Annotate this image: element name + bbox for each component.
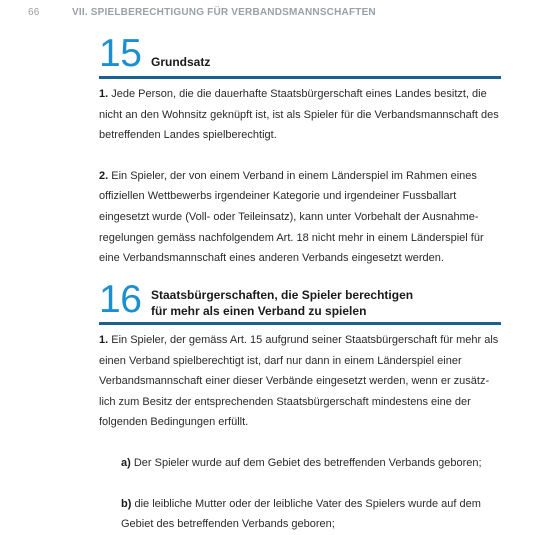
article-16 bbox=[99, 280, 501, 535]
list-item-label: a) bbox=[121, 456, 131, 469]
article-body bbox=[99, 320, 501, 535]
paragraph-label: 2. bbox=[99, 169, 109, 182]
article-number: 16 bbox=[99, 278, 142, 321]
paragraph-text: Ein Spieler, der von einem Verband in einem Länderspiel im Rahmen eines offiziellen Wettbewerbs irgendeiner Kategorie und irgendeiner Fussballart eingesetzt wurde (Voll- oder Teileinsatz), kann unter Vorbehalt der Ausnahmeregelungen gemäss nachfolgendem Art. 18 nicht mehr in einem Länderspiel für eine Verbandsmannschaft eines anderen Verbands eingesetzt werden. bbox=[99, 169, 484, 265]
paragraph-label: 1. bbox=[99, 334, 109, 346]
article-15 bbox=[99, 34, 501, 269]
article-heading bbox=[99, 280, 501, 320]
heading-rule bbox=[99, 322, 501, 325]
article-title-line-1: Staatsbürgerschaften, die Spieler berechtigen bbox=[151, 288, 414, 302]
article-title: Grundsatz bbox=[151, 55, 211, 69]
list-item-label: b) bbox=[121, 497, 132, 510]
article-title-line-2: für mehr als einen Verband zu spielen bbox=[151, 304, 367, 318]
list-item bbox=[121, 453, 501, 474]
chapter-title: VII. SPIELBERECHTIGUNG FÜR VERBANDSMANNSCHAFTEN bbox=[72, 7, 376, 18]
page-number: 66 bbox=[28, 7, 40, 18]
article-body bbox=[99, 74, 501, 269]
list-item-text: Der Spieler wurde auf dem Gebiet des betreffenden Verbands geboren; bbox=[133, 456, 482, 469]
article-heading bbox=[99, 34, 501, 74]
paragraph-label: 1. bbox=[99, 88, 109, 100]
paragraph-text: Jede Person, die die dauerhafte Staatsbürgerschaft eines Landes besitzt, die nicht an den Wohnsitz geknüpft ist, ist als Spieler für die Verbandsmannschaft des betreffenden Landes spielberechtigt. bbox=[99, 88, 499, 142]
paragraph bbox=[99, 84, 501, 146]
running-header bbox=[28, 7, 376, 18]
list-item-text: die leibliche Mutter oder der leibliche Vater des Spielers wurde auf dem Gebiet des betreffenden Verbands geboren; bbox=[121, 497, 481, 531]
article-title bbox=[151, 287, 413, 319]
paragraph-text: Ein Spieler, der gemäss Art. 15 aufgrund seiner Staatsbürgerschaft für mehr als einen Verband spielberechtigt ist, darf nur dann in einem Länderspiel einer Verbandsmannschaft einer dieser Verbände eingesetzt werden, wenn er zusätzlich zum Besitz der entsprechenden Staatsbürgerschaft mindestens eine der folgenden Bedingungen erfüllt. bbox=[99, 334, 499, 429]
paragraph bbox=[99, 330, 501, 433]
list-item bbox=[121, 494, 501, 535]
article-number: 15 bbox=[99, 32, 142, 75]
heading-rule bbox=[99, 76, 501, 79]
paragraph bbox=[99, 166, 501, 269]
